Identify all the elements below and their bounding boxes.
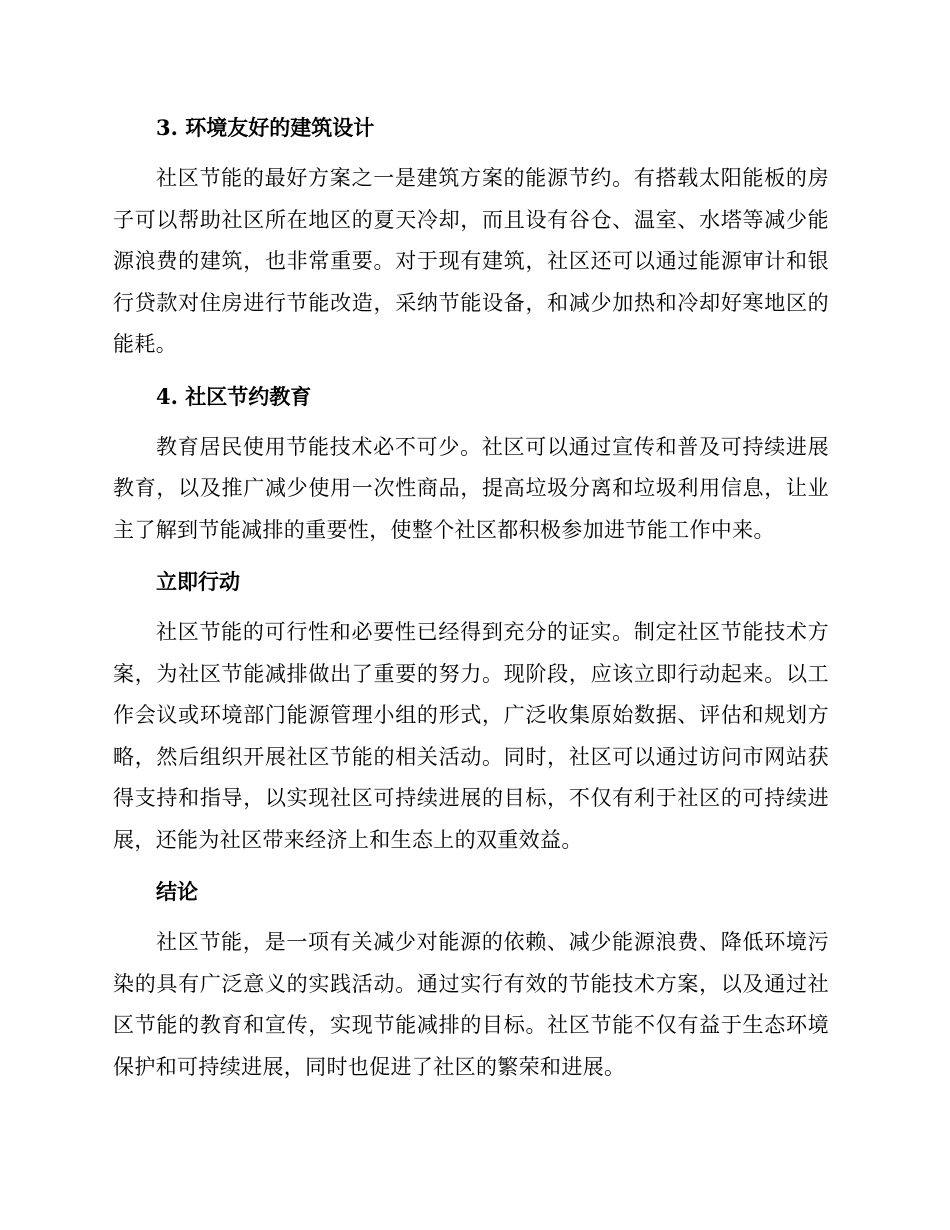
section-take-action [113,562,829,861]
section-heading: 立即行动 [156,569,240,594]
section-conclusion [113,872,829,1088]
section-paragraph: 社区节能的可行性和必要性已经得到充分的证实。制定社区节能技术方案，为社区节能减排做出了重要的努力。现阶段，应该立即行动起来。以工作会议或环境部门能源管理小组的形式，广泛收集原始数据、评估和规划方略，然后组织开展社区节能的相关活动。同时，社区可以通过访问市网站获得支持和指导，以实现社区可持续进展的目标，不仅有利于社区的可持续进展，还能为社区带来经济上和生态上的双重效益。 [113,620,829,852]
section-paragraph: 教育居民使用节能技术必不可少。社区可以通过宣传和普及可持续进展教育，以及推广减少使用一次性商品，提高垃圾分离和垃圾利用信息，让业主了解到节能减排的重要性，使整个社区都积极参加进节能工作中来。 [113,434,829,542]
section-paragraph: 社区节能的最好方案之一是建筑方案的能源节约。有搭载太阳能板的房子可以帮助社区所在地区的夏天冷却，而且设有谷仓、温室、水塔等减少能源浪费的建筑，也非常重要。对于现有建筑，社区还可以通过能源审计和银行贷款对住房进行节能改造，采纳节能设备，和减少加热和冷却好寒地区的能耗。 [113,166,829,356]
section-paragraph: 社区节能，是一项有关减少对能源的依赖、减少能源浪费、降低环境污染的具有广泛意义的实践活动。通过实行有效的节能技术方案，以及通过社区节能的教育和宣传，实现节能减排的目标。社区节能不仅有益于生态环境保护和可持续进展，同时也促进了社区的繁荣和进展。 [113,930,829,1079]
section-building-design [113,108,829,366]
section-community-education [113,377,829,552]
section-heading: 3. 环境友好的建筑设计 [156,115,375,140]
section-heading: 结论 [156,879,198,904]
section-heading: 4. 社区节约教育 [156,383,312,409]
document-body [113,108,829,1099]
